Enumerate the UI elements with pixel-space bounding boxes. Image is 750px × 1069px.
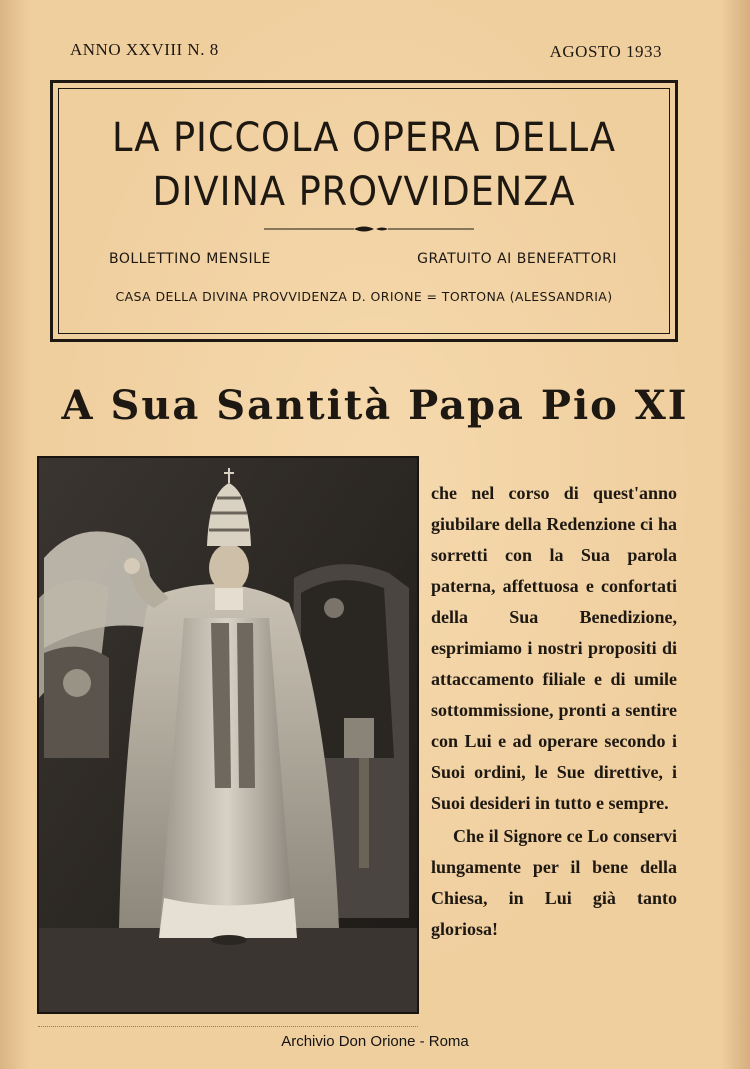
article-headline: A Sua Santità Papa Pio XI (61, 382, 689, 429)
issue-number: ANNO XXVIII N. 8 (70, 40, 219, 59)
archive-watermark: Archivio Don Orione - Roma (281, 1033, 469, 1050)
masthead-subtitle-right: GRATUITO AI BENEFATTORI (417, 251, 617, 267)
issue-date: AGOSTO 1933 (549, 42, 662, 61)
masthead-address: CASA DELLA DIVINA PROVVIDENZA D. ORIONE = TORTONA (ALESSANDRIA) (115, 289, 613, 304)
masthead-inner-frame (58, 88, 670, 334)
pope-portrait-photo (37, 456, 419, 1014)
masthead-title-line-1: LA PICCOLA OPERA DELLA (111, 115, 617, 161)
ornament-divider (264, 224, 474, 234)
dotted-rule (38, 1026, 418, 1028)
article-body (431, 478, 677, 945)
masthead-title-line-2: DIVINA PROVVIDENZA (152, 169, 576, 215)
article-paragraph-2: Che il Signore ce Lo conservi lungamente per il bene della Chiesa, in Lui già tanto gloriosa! (431, 826, 677, 939)
masthead-frame (50, 80, 678, 342)
article-paragraph-1: che nel corso di quest'anno giubilare della Redenzione ci ha sorretti con la Sua parola paterna, affettuosa e confortati della Sua Benedizione, esprimiamo i nostri propositi di attaccamento filiale e di umile sottommissione, pronti a sentire con Lui e ad operare secondo i Suoi ordini, le Sue direttive, i Suoi desideri in tutto e sempre. (431, 483, 677, 813)
portrait-illustration (39, 458, 417, 1012)
masthead-subtitle-left: BOLLETTINO MENSILE (109, 251, 271, 267)
